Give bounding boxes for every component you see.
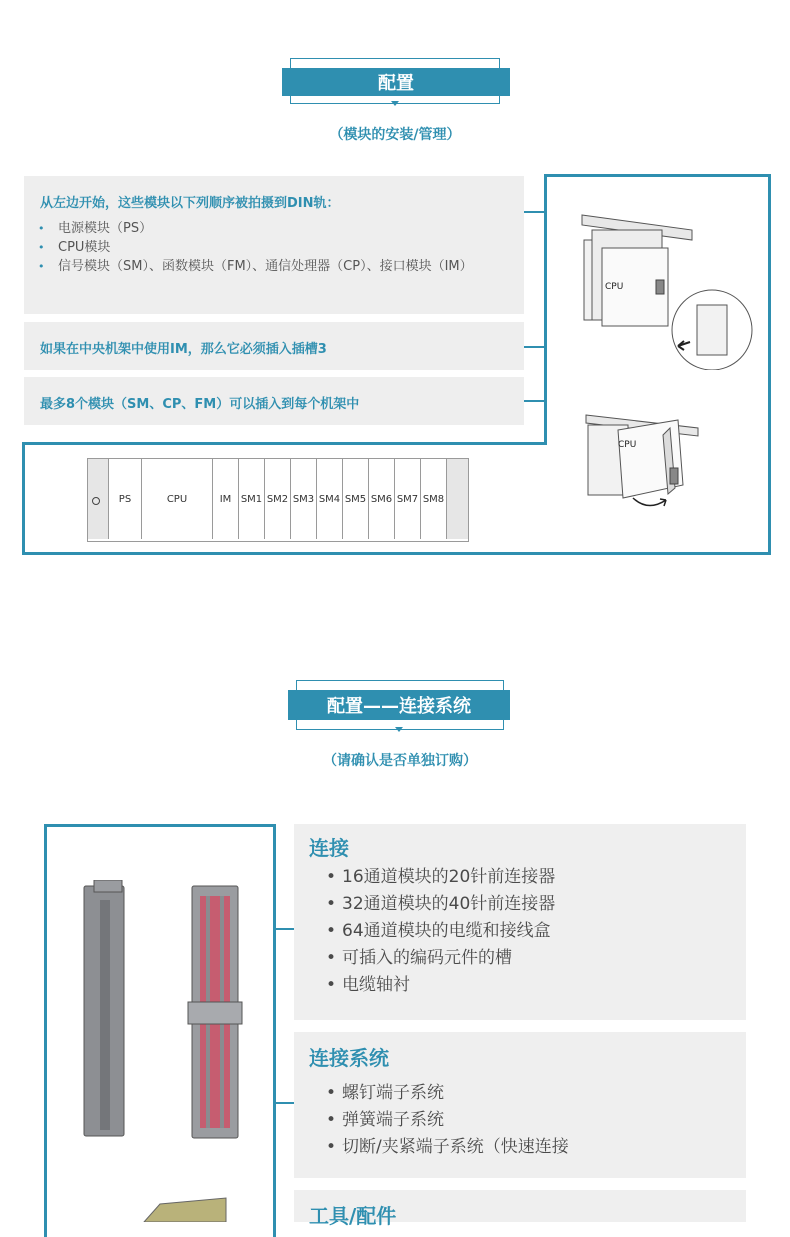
list-item: • 切断/夹紧端子系统（快速连接 [322, 1134, 569, 1161]
panel-connector-1 [273, 928, 295, 930]
frame-right-edge [768, 174, 771, 555]
rack-slot: SM2 [264, 459, 290, 539]
rack-slot: SM5 [342, 459, 368, 539]
info-box-order-list [32, 220, 502, 277]
rack-diagram [87, 458, 469, 542]
info-box-im-text: 如果在中央机架中使用IM，那么它必须插入插槽3 [40, 342, 327, 357]
list-item: • 电源模块（PS） [32, 220, 502, 237]
list-item: • 64通道模块的电缆和接线盒 [322, 918, 555, 945]
section1-title: 配置 [282, 68, 510, 96]
rack-right-cap [446, 459, 468, 539]
section1-subtitle: （模块的安装/管理） [329, 127, 461, 143]
panel-connection-system-title: 连接系统 [309, 1046, 389, 1070]
section2-title: 配置——连接系统 [288, 690, 510, 720]
info-box-order-heading: 从左边开始，这些模块以下列顺序被拍摄到DIN轨： [40, 196, 340, 211]
panel-connection-list [322, 864, 555, 999]
connector-1 [524, 211, 546, 213]
frame-bottom-edge [22, 552, 771, 555]
rack-slot: SM8 [420, 459, 446, 539]
info-box-max [24, 377, 524, 425]
list-item: • CPU模块 [32, 239, 502, 256]
frame-left-edge-lower [22, 442, 25, 555]
frame-left-edge-upper [544, 174, 547, 444]
front-connector-40pin-icon [186, 882, 244, 1144]
rack-screw-icon [92, 497, 100, 505]
cpu-label-1: CPU [605, 282, 624, 292]
panel-connection-system-list [322, 1080, 569, 1161]
connector-3 [524, 400, 546, 402]
rack-left-cap [88, 459, 109, 539]
list-item: • 螺钉端子系统 [322, 1080, 569, 1107]
section2-subtitle: （请确认是否单独订购） [323, 753, 477, 769]
cpu-rotate-illustration [578, 410, 708, 520]
panel-tools-title: 工具/配件 [309, 1204, 397, 1228]
section1-header-arrow-icon [391, 101, 399, 106]
rack-slot: IM [212, 459, 238, 539]
rack-slot: PS [108, 459, 141, 539]
rack-slot: SM4 [316, 459, 342, 539]
rack-slot: SM1 [238, 459, 264, 539]
rack-slot: SM6 [368, 459, 394, 539]
list-item: • 32通道模块的40针前连接器 [322, 891, 555, 918]
connector-2 [524, 346, 546, 348]
rack-slot: SM3 [290, 459, 316, 539]
rack-slot: SM7 [394, 459, 420, 539]
info-box-order [24, 176, 524, 314]
list-item: • 信号模块（SM）、函数模块（FM）、通信处理器（CP）、接口模块（IM） [32, 258, 502, 275]
frame-middle-edge [22, 442, 547, 445]
list-item: • 弹簧端子系统 [322, 1107, 569, 1134]
list-item: • 电缆轴衬 [322, 972, 555, 999]
list-item: • 16通道模块的20针前连接器 [322, 864, 555, 891]
section2-header-arrow-icon [395, 727, 403, 732]
cpu-mount-illustration [572, 210, 757, 370]
cpu-label-2: CPU [618, 440, 637, 450]
info-box-im [24, 322, 524, 370]
panel-connector-2 [273, 1102, 295, 1104]
list-item: • 可插入的编码元件的槽 [322, 945, 555, 972]
front-connector-20pin-icon [80, 880, 132, 1142]
panel-connection-title: 连接 [309, 836, 349, 860]
info-box-max-text: 最多8个模块（SM、CP、FM）可以插入到每个机架中 [40, 397, 360, 412]
terminal-block-icon [140, 1196, 230, 1222]
rack-slot: CPU [141, 459, 212, 539]
